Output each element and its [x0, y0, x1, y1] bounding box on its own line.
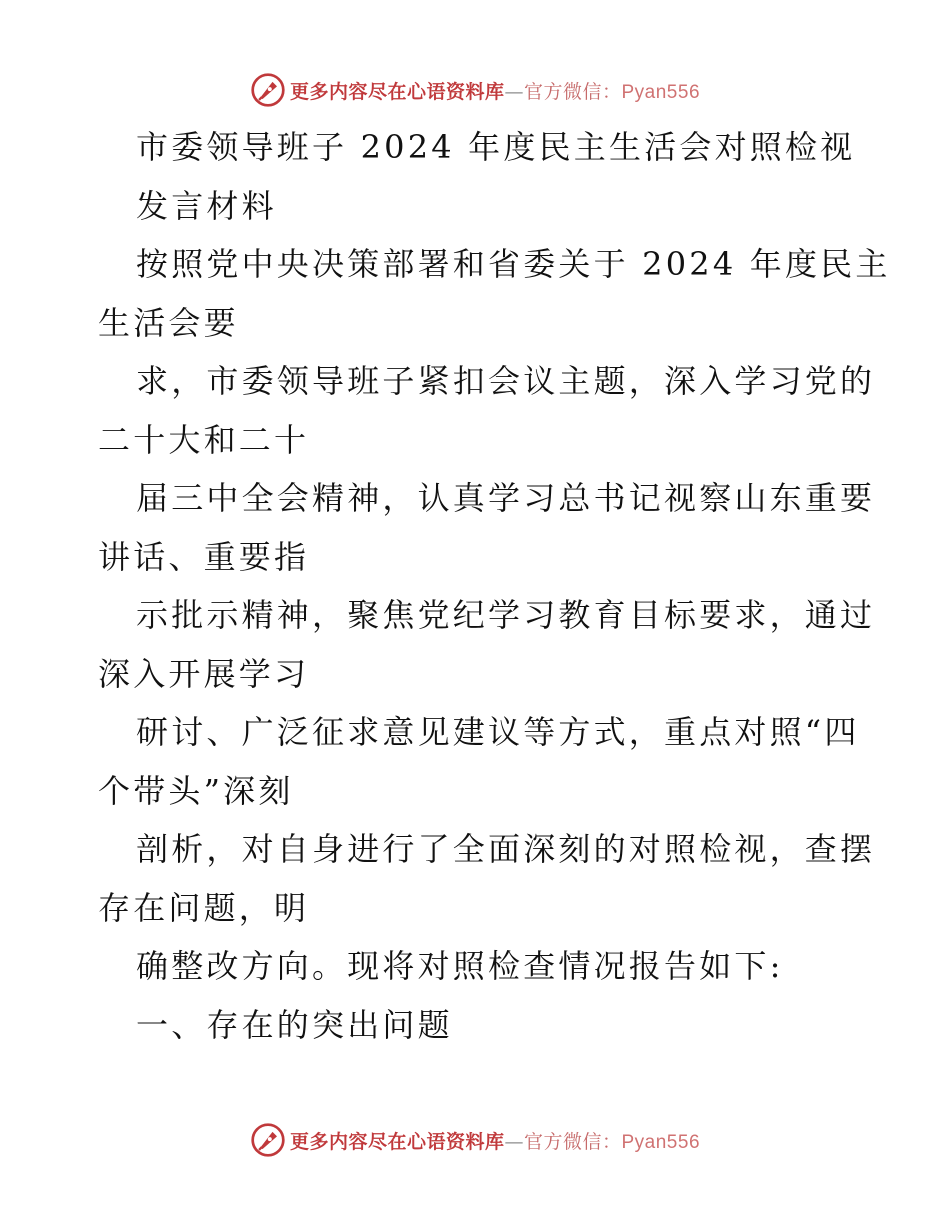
watermark-separator: —	[504, 80, 524, 103]
paragraph-line: 研讨、广泛征求意见建议等方式，重点对照“四	[136, 713, 860, 751]
footer-watermark	[0, 1118, 950, 1162]
paragraph-line: 二十大和二十	[98, 420, 310, 459]
watermark-text	[290, 1127, 700, 1154]
watermark-text	[290, 77, 700, 104]
document-title-line: 发言材料	[136, 186, 277, 225]
watermark-separator: —	[504, 1130, 524, 1153]
fountain-pen-nib-icon	[250, 72, 286, 108]
section-heading: 一、存在的突出问题	[136, 1005, 453, 1044]
paragraph-line: 剖析，对自身进行了全面深刻的对照检视，查摆	[136, 830, 876, 868]
watermark-site: 更多内容尽在心语资料库	[289, 80, 505, 103]
watermark-wechat-label: 官方微信：	[523, 1130, 622, 1153]
header-watermark	[0, 68, 950, 112]
paragraph-line: 按照党中央决策部署和省委关于 2024 年度民主	[136, 245, 891, 283]
paragraph-line: 深入开展学习	[98, 654, 310, 693]
watermark-wechat-id: Pyan556	[621, 1131, 701, 1153]
document-body	[98, 118, 891, 1054]
paragraph-line: 存在问题，明	[98, 888, 310, 927]
watermark-wechat-id: Pyan556	[621, 81, 701, 103]
paragraph-line: 确整改方向。现将对照检查情况报告如下:	[136, 947, 784, 985]
document-title-line: 市委领导班子 2024 年度民主生活会对照检视	[136, 128, 856, 166]
paragraph-line: 届三中全会精神，认真学习总书记视察山东重要	[136, 479, 876, 517]
paragraph-line: 个带头”深刻	[98, 771, 294, 810]
paragraph-line: 讲话、重要指	[98, 537, 310, 576]
paragraph-line: 示批示精神，聚焦党纪学习教育目标要求，通过	[136, 596, 876, 634]
fountain-pen-nib-icon	[250, 1122, 286, 1158]
paragraph-line: 生活会要	[98, 303, 239, 342]
watermark-wechat-label: 官方微信：	[523, 80, 622, 103]
watermark-site: 更多内容尽在心语资料库	[289, 1130, 505, 1153]
paragraph-line: 求，市委领导班子紧扣会议主题，深入学习党的	[136, 362, 876, 400]
